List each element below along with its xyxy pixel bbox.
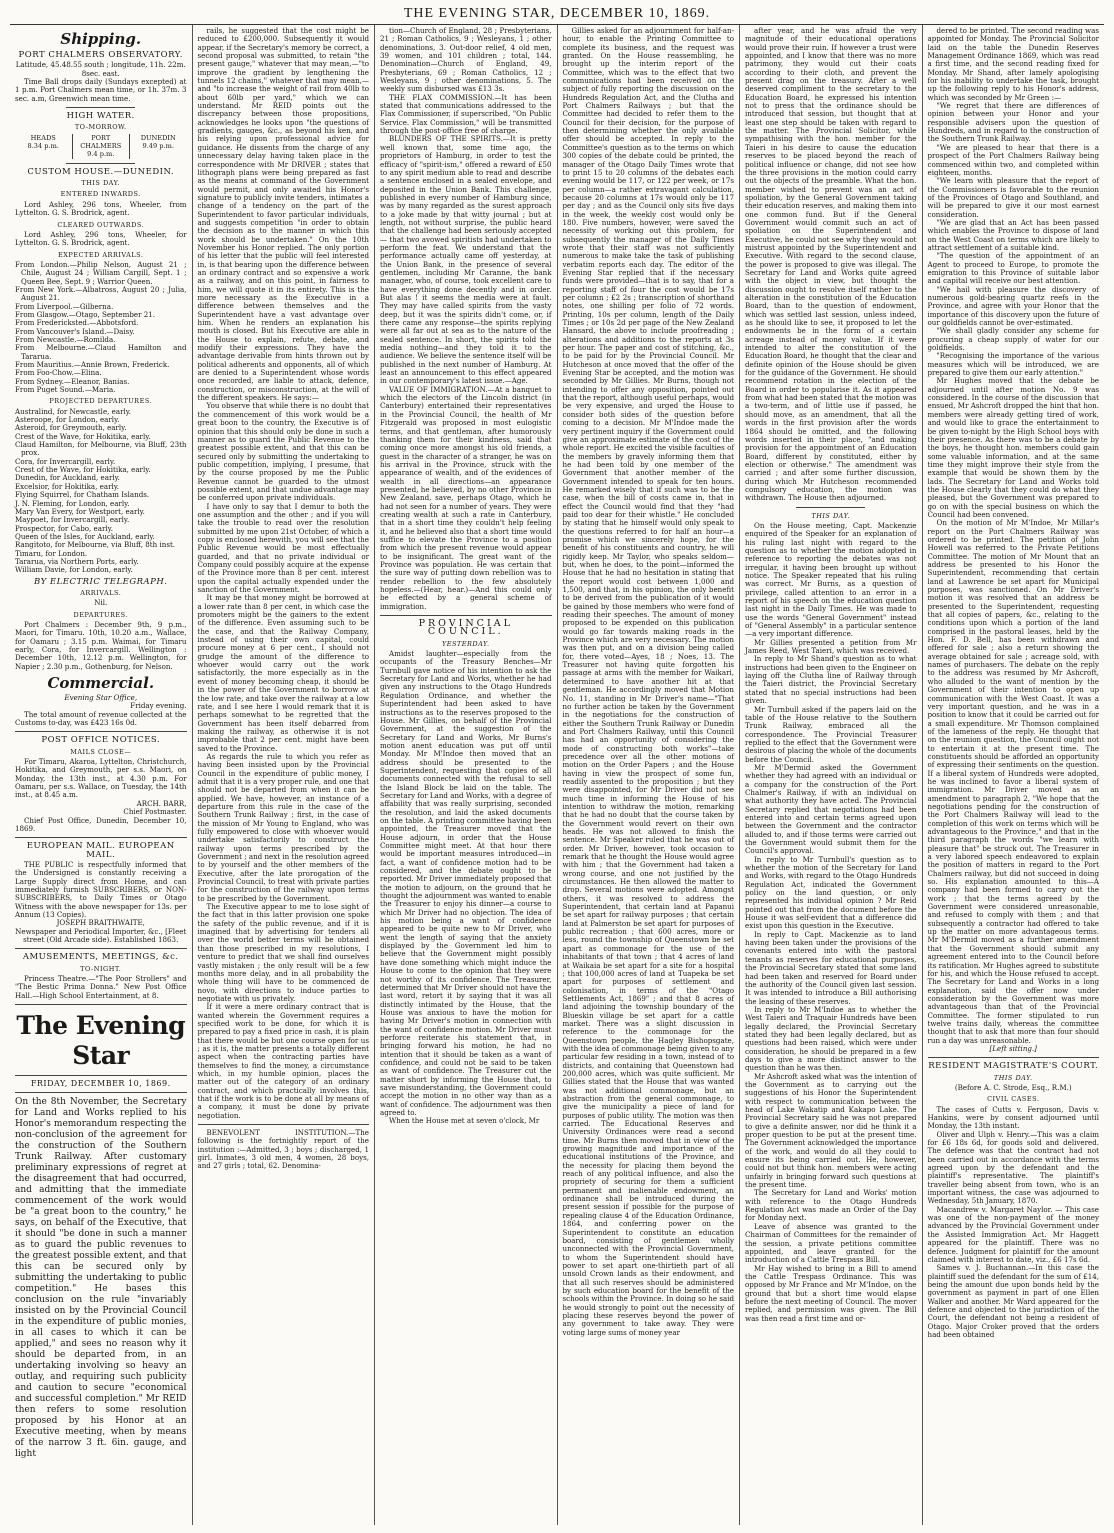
divider bbox=[928, 1057, 1100, 1058]
reply-quote: "We are glad that an Act has been passed which enables the Province to dispose of land on the West Coast on terms which are likely to attract settlement of a suitable kind. bbox=[927, 217, 1099, 252]
amusements-heading: AMUSEMENTS, MEETINGS, &c. bbox=[22, 952, 179, 963]
article-paragraph: Mr Ashcroft asked what was the intention of the Government as to carrying out the suggestions of his Honor the Superintendent with respect to communication between the head of Lake Wakatip and Kakapo Lake. The Provincial Secretary said he was not prepared to give a definite answer, nor did he think it a proper question to be put at the present time. The Government acknowledged the importance of the work, and would do all they could to ensure its being carried out. He, however, could not but think hon. members were acting unfairly in bringing forward such questions at the present time. bbox=[745, 1071, 917, 1190]
european-mail-signature: JOSEPH BRAITHWAITE, bbox=[56, 918, 145, 928]
telegraph-nil: Nil. bbox=[94, 598, 108, 608]
article-paragraph: Mr Hughes moved that the debate be adjourned until after motion No. 9 was considered. In the course of the discussion that ensued, Mr Ashcroft dropped the hint that hon. members were already getting tired of work, and would like to grace the entertainment to be given to-night by the High School boys with their presence. As there was to be a debate by the boys, he thought hon. members could gain some valuable information, and at the same time they might improve their style from the example that would be shown them by the lads. The Secretary for Land and Works told the House clearly that they could do what they pleased, but the Government was prepared to go on with the special business on which the Council had been convened. bbox=[927, 376, 1099, 519]
article-paragraph: Mr Gillies presented a petition from Mr James Reed, West Taieri, which was received. bbox=[745, 637, 917, 656]
column-3 bbox=[375, 25, 558, 1525]
court-case: Macandrew v. Margaret Naylor. — This case was one of the non-payment of the money advanced by the Provincial Government under the Assisted Immigration Act. Mr Haggett appeared for the plaintiff. There was no defence. Judgment for plaintiff for the amount claimed with interest to date, viz., £6 17s 6d. bbox=[927, 1204, 1099, 1264]
divider bbox=[66, 107, 135, 108]
telegraph-departures: DEPARTURES. bbox=[73, 610, 128, 619]
benevolent-institution-text: BENEVOLENT INSTITUTION.—The following is the fortnightly report of the institution :—Admitted, 3 ; boys ; discharged, 1 girl. Inmates, 3 old men, 4 women, 28 boys, and 27 girls ; total, 62. Denomina- bbox=[197, 1128, 369, 1171]
amusements-text: Princess Theatre.—"The Poor Strollers" and "The Bestic Prima Donna." New Post Office Hall.—High School Entertainment, at 8. bbox=[15, 974, 187, 1000]
list-item: From Newcastle.—Romilda. bbox=[15, 334, 116, 344]
highwater-heading: HIGH WATER. bbox=[66, 111, 135, 122]
list-item: Excelsior, for Hokitika, early. bbox=[15, 481, 120, 491]
commercial-heading: Commercial. bbox=[47, 674, 155, 693]
divider bbox=[15, 1092, 187, 1093]
article-paragraph: On the House meeting, Capt. Mackenzie enquired of the Speaker for an explanation of his ruling last night with regard to the question as to whether the motion adopted in reference to reporting the debates was not irregular, it having been brought up without notice. The Speaker repeated that his ruling was correct. Mr Burns, as a question of privilege, called attention to an error in a report of his speech on the education question last night in the Daily Times. He was made to use the words "General Government" instead of "General Assembly" in a particular sentence—a very important difference. bbox=[745, 520, 917, 639]
entered-text: Lord Ashley, 296 tons, Wheeler, from Lyttelton. G. S. Brodrick, agent. bbox=[15, 199, 187, 218]
reply-quote: "We are pleased to hear that there is a prospect of the Port Chalmers Railway being commenced within two, and completed within eighteen, months. bbox=[927, 142, 1099, 177]
tide-dunedin-time: 9.49 p.m. bbox=[142, 142, 174, 151]
list-item: From Sydney.—Eleanor, Banias. bbox=[15, 376, 130, 386]
leading-article-text: On the 8th November, the Secretary for Land and Works replied to his Honor's memorandum respecting the non-conclusion of the agreement for the construction of the Southern Trunk Railway. After customary preliminary expressions of regret at the disagreement that had occurred, and admitting that the immediate commencement of the work would be "a great boon to the country," he says, on behalf of the Executive, that it should "be done in such a manner as to guard the public revenues to the greatest possible extent, and that this can be secured only by submitting the undertaking to public competition." He bases this conclusion on the rule "invariably insisted on by the Provincial Council in the expenditure of public monies, in all cases to which it can be applied," and sees no reason why it should be departed from, in an undertaking involving so heavy an outlay, and requiring such publicity and caution to secure "economical and successful completion." Mr REID then refers to some resolution proposed by his Honor at an Executive meeting, when by means of the narrow 3 ft. 6in. gauge, and light bbox=[15, 1097, 187, 1460]
european-mail-text: THE PUBLIC is respectfully informed that the Undersigned is constantly receiving a Large Supply direct from Home, and can immediately furnish SUBSCRIBERS, or NON-SUBSCRIBERS, to Daily Times or Otago Witness with the above newspaper for 13s. per Annum (13 Copies). bbox=[15, 859, 187, 919]
civil-cases-heading: CIVIL CASES. bbox=[987, 1095, 1040, 1104]
commercial-office: Evening Star Office, bbox=[64, 693, 138, 703]
cleared-text: Lord Ashley, 296 tons, Wheeler, for Lyttelton. G. S. Brodrick, agent. bbox=[15, 229, 187, 248]
customs-heading: CUSTOM HOUSE.—DUNEDIN. bbox=[27, 166, 175, 177]
article-paragraph: The Executive appear to me to lose sight of the fact that in this latter provision one spoke the safety of the public revenue, and if it is imagined that by advertising for tenders all over the world better terms will be obtained than those prescribed in my resolutions, I venture to predict that we shall find ourselves vastly mistaken ; the only result will be a few months more delay, and in all probability the whole thing will have to be commenced de novo, with directions to induce parties to negotiate with us privately. bbox=[197, 902, 369, 1003]
court-day: THIS DAY. bbox=[993, 1073, 1033, 1082]
article-paragraph: In reply to Mr Turnbull's question as to whether the motion of the Secretary for Land and Works, with regard to the Otago Hundreds Regulation Act, indicated the Government policy on the land question, or only represented his individual opinion ? Mr Reid pointed out that from the document before the House it was self-evident that a difference did exist upon this question in the Executive. bbox=[745, 854, 917, 931]
reply-quote: "We shall gladly consider any scheme for procuring a cheap supply of water for our goldfields. bbox=[927, 326, 1099, 353]
list-item: J. N. Fleming, for London, early. bbox=[15, 498, 130, 508]
tide-dunedin-label: DUNEDIN bbox=[140, 133, 176, 142]
article-paragraph: It may be that money might be borrowed at a lower rate than 8 per cent, in which case the promoters might be the gainers to the extent of the difference. Even assuming such to be the case, and that the Railway Company, instead of using their own capital, could procure money at 6 per cent., I should not grudge the amount of the difference to whoever would carry out the work satisfactorily, the more especially as in the event of money becoming cheap, it should be in the power of the Government to borrow at the low rate, and take over the railway at a low rate, and I see here I would remark that it is perhaps somewhat to be regretted that the Government has been itself debarred from making the railway, as otherwise it is not improbable that 2 per cent. might have been saved to the Province. bbox=[197, 593, 369, 753]
left-sitting: [Left sitting.] bbox=[989, 1043, 1037, 1053]
customs-day: THIS DAY. bbox=[81, 179, 121, 188]
post-office-heading: POST OFFICE NOTICES. bbox=[41, 735, 161, 746]
article-paragraph: Mr Hay wished to bring in a Bill to amend the Cattle Trespass Ordinance. This was opposed by Mr France and Mr M'Indoe, on the ground that but a short time would elapse before the next meeting of Council. The mover replied, and permission was given. The Bill was then read a first time and or- bbox=[745, 1263, 917, 1323]
list-item: From Melbourne.—Claud Hamilton and Tararua. bbox=[15, 343, 187, 361]
list-item: Dunedin, for Auckland, early. bbox=[15, 473, 120, 483]
divider bbox=[66, 163, 135, 164]
this-day-heading: THIS DAY. bbox=[811, 511, 851, 520]
tide-dunedin bbox=[130, 134, 187, 159]
divider bbox=[198, 1124, 370, 1125]
tide-port-label: PORT CHALMERS bbox=[80, 133, 122, 151]
article-paragraph: In reply to Capt. Mackenzie as to land having been taken under the provisions of the covenants entered into with the pastoral tenants as reserves for educational purposes, the Provincial Secretary stated that some land had been taken and reserved for Board under the authority of the Council given last session. It was intended to introduce a Bill authorising the leasing of these reserves. bbox=[745, 929, 917, 1006]
flax-commission-text: THE FLAX COMMISSION.—It has been stated that communications addressed to the Flax Commissioner, if superscribed, "On Public Service. Flax Commission," will be transmitted through the post-office free of charge. bbox=[380, 92, 552, 136]
tide-table bbox=[15, 134, 187, 159]
list-item: Asteroope, for London, early. bbox=[15, 415, 120, 425]
divider bbox=[15, 1004, 187, 1005]
list-item: Queen of the Isles, for Auckland, early. bbox=[15, 531, 155, 541]
court-case: The cases of Cutts v. Ferguson, Davis v. Hankins, were by consent adjourned until Monday, the 13th instant. bbox=[927, 1104, 1099, 1131]
list-item: Crest of the Wave, for Hokitika, early. bbox=[15, 431, 151, 441]
list-item: From Foo-Chow.—Elina. bbox=[15, 368, 102, 378]
court-before: (Before A. C. Strode, Esq., R.M.) bbox=[954, 1082, 1072, 1092]
masthead: THE EVENING STAR, DECEMBER 10, 1869. bbox=[403, 6, 711, 21]
list-item: Crest of the Wave, for Hokitika, early. bbox=[15, 465, 151, 475]
commercial-text: The total amount of revenue collected at the Customs to-day, was £423 16s 0d. bbox=[15, 709, 187, 728]
tonight-label: TO-NIGHT. bbox=[80, 964, 122, 973]
cleared-heading: CLEARED OUTWARDS. bbox=[57, 220, 145, 229]
reply-quote: "We regret that there are differences of opinion between your Honor and your responsible advisers upon the question of Hundreds, and in regard to the construction of the Southern Trunk Railway. bbox=[927, 101, 1099, 144]
arrivals-list bbox=[15, 261, 187, 395]
observatory-heading: PORT CHALMERS OBSERVATORY. bbox=[18, 50, 183, 60]
article-paragraph: Leave of absence was granted to the Chairman of Committees for the remainder of the session, a private petitions committee appointed, and leave granted for the introduction of a Cattle Trespass Bill. bbox=[745, 1221, 917, 1265]
commercial-friday: Friday evening. bbox=[130, 701, 187, 711]
article-paragraph: Mr Turnbull asked if the papers laid on the table of the House relative to the Southern Trunk Railway, embraced all the correspondence. The Provincial Treasurer replied to the effect that the Government were desirous of placing the whole of the documents before the Council. bbox=[745, 704, 917, 764]
reply-quote: "The question of the appointment of an Agent to proceed to Europe, to promote the emigration to this Province of suitable labor and capital will receive our best attention. bbox=[927, 251, 1099, 286]
shipping-heading: Shipping. bbox=[60, 30, 142, 48]
list-item: Asteroid, for Greymouth, early. bbox=[15, 423, 127, 433]
telegraph-arrivals: ARRIVALS. bbox=[80, 588, 122, 597]
tide-heads-time: 8.34 p.m. bbox=[27, 142, 59, 151]
column-4 bbox=[558, 25, 741, 1525]
article-paragraph: In reply to Mr Shand's question as to what instructions had been given to the Engineer on laying off the Clutha line of Railway through the Taieri district, the Provincial Secretary stated that no special instructions had been given. bbox=[745, 654, 917, 706]
court-heading: RESIDENT MAGISTRATE'S COURT. bbox=[928, 1061, 1099, 1072]
tide-heads bbox=[15, 134, 73, 159]
list-item: Claud Hamilton, for Melbourne, via Bluff, 23th prox. bbox=[15, 440, 187, 458]
column-1 bbox=[10, 25, 193, 1525]
article-paragraph: Mr M'Dermid asked the Government whether they had agreed with an individual or a company for the construction of the Port Chalmer's Railway, if with an individual on what authority they have acted. The Provincial Secretary replied that negotiations had been entered into and certain terms agreed upon between the Government and the contractor alluded to, and if those terms were carried out the Government would submit them for the Council's approval. bbox=[745, 762, 917, 856]
reply-quote: "We learn with pleasure that the report of the Commissioners is favorable to the reunion of the Provinces of Otago and Southland, and will be prepared to give it our most earnest consideration. bbox=[927, 176, 1099, 219]
list-item: From Vancouver's Island.—Daisy. bbox=[15, 326, 135, 336]
newspaper-title: The Evening Star bbox=[16, 1011, 186, 1071]
court-case: Oliver and Ulph v. Henry.—This was a claim for £6 18s 6d, for goods sold and delivered. The defence was that the contract had not been carried out in accordance with the terms agreed upon by the defendant and the plaintiff's representative. The plaintiff's traveller being absent from town, who is an important witness, the case was adjourned to Wednesday, 5th January, 1870. bbox=[927, 1129, 1099, 1206]
immigration-text: VALUE OF IMMIGRATION.—At a banquet to which the electors of the Lincoln district (in Canterbury) entertained their representatives in the Provincial Council, the health of Mr Fitzgerald was proposed in most eulogistic terms, and that gentleman, after humorously thanking them for their kindness, said that coming once more amongst his old friends, a guest in the character of a stranger, he was on his arrival in the Province, struck with the appearance of wealth, and of the evidences of wealth in all directions—an appearance presented, he believed, by no other Province in New Zealand, save, perhaps Otago, which he had not seen for a number of years. They were creating wealth at such a rate in Canterbury, that in a short time they couldn't help feeling it, and he believed also that a short time would suffice to elevate the Province to a position from which the present revenue would appear to be insignificant. The great want of the Province was population. He was certain that the sure way of putting down rebellion was to render rebellion to the few absolutely hopeless.—(Hear, hear.)—And this could only be effected by a general scheme of immigration. bbox=[380, 384, 552, 611]
article-paragraph: You observe that while there is no doubt that the commencement of this work would be a great boon to the country, the Executive is of opinion that this should only be done in such a manner as to guard the Public Revenue to the greatest possible extent, and that this can be secured only by submitting the undertaking to public competition, implying, I presume, that by the course proposed by me the Public Revenue cannot be guarded to the utmost possible extent, and that undue advantage may be conferred upon private individuals. bbox=[197, 401, 369, 503]
tide-heads-label: HEADS bbox=[30, 133, 56, 142]
divider bbox=[380, 615, 552, 616]
list-item: Cora, for Invercargill, early. bbox=[15, 456, 116, 466]
article-paragraph: tion—Church of England, 28 ; Presbyterians, 21 ; Roman Catholics, 9 ; Wesleyans, 1 ; other denominations, 3. Out-door relief, 4 old men, 39 women, and 101 children ; total, 144. Denomination—Church of England, 49, Presbyterians, 69 ; Roman Catholics, 12 ; Wesleyans, 9 ; other denominations, 5. The weekly sum disbursed was £13 3s. bbox=[380, 26, 552, 94]
spirits-text: BLUNDERS OF THE SPIRITS.—It is pretty well known that, some time ago, the proprietors of Hamburg, in order to test the efficacy of "spirit-ism," offered a reward of £50 to any spirit medium able to read and describe a sentence enclosed in a sealed envelope, and deposited in the Union Bank. This challenge, published in every number of Hamburg since, was by many regarded as the surest approach to a joke made by that witty journal ; but at length, not without surprise, the public heard that the challenge had been seriously accepted — that two avowed spiritists had undertaken to perform the feat. We understand that the performance actually came off yesterday, at the Union Bank, in the presence of several gentlemen, including Mr Caranne, the bank manager, who, of course, took excellent care to have everything done decently and in order. But alas ! it seems the media were at fault. They may have called spirits from the vasty deep, but it was the spirits didn't come, or, if there came any response—the spirits replying were all far out at sea as to the nature of the sealed sentence. In short, the spirits told the media nothing—and they told it to the audience. We believe the sentence itself will be published in the next number of Hamburg. At least an announcement to this effect appeared in our contemporary's latest issue.—Age. bbox=[380, 134, 552, 386]
post-signature-title: Chief Postmaster. bbox=[123, 807, 187, 817]
departures-list bbox=[15, 408, 187, 575]
list-item: Prospector, for Cabo, early. bbox=[15, 523, 113, 533]
provincial-council-heading: PROVINCIAL COUNCIL. bbox=[418, 618, 513, 638]
article-paragraph: I have only to say that I demur to both the one assumption and the other ; and if you will take the trouble to read over the resolution submitted by me upon 21st October, of which a copy is enclosed herewith, you will see that the Public Revenue would be most effectually guarded, and that no private individual or Company could possibly acquire at the expense of the Province more than 8 per cent. interest upon the capital actually expended under the sanction of the Government. bbox=[197, 501, 369, 595]
list-item: Tararua, via Northern Ports, early. bbox=[15, 556, 139, 566]
list-item: Flying Squirrel, for Chatham Islands. bbox=[15, 490, 150, 500]
council-text: Amidst laughter—especially from the occupants of the Treasury Benches—Mr Turnbull gave notice of his intention to ask the Secretary for Land and Works, whether he had given any instructions to the Otago Hundreds Regulation Ordinance, and whether the Superintendent had been asked to have instructions as to the reserves proposed to the House. Mr Gillies, on behalf of the Provincial Government, at the suggestion of the Secretary for Land and Works, Mr Burns's motion anent education was put off until Monday. Mr M'Indoe then moved that an address should be presented to the Superintendent, requesting that copies of all documents connected with the refusal to sell the Island Block be laid on the table. The Secretary for Land and Works, with a degree of affability that was really surprising, seconded the resolution, and laid the asked documents on the table. A printing committee having been appointed, the Treasurer moved that the House adjourn, in order that the House Committee might meet. At that hour there would be important measures introduced—in fact, a want of confidence motion had to be considered, and the debate ought to be reported. Mr Driver immediately proposed that the motion to adjourn, on the ground that he thought the adjournment was wanted to enable the Treasurer to enjoy his dinner—a course to which Mr Driver had no objection. The idea of his motion being a want of confidence appeared to be quite new to Mr Driver, who went the length of saying that the anxiety displayed by the Government led him to believe that the Government might possibly have done something which might induce the House to come to the opinion that they were not worthy of its confidence. The Treasurer, determined that Mr Driver should not have the last word, retort it by saying that it was all distinctly intimated by the House, that the House was anxious to have the motion for having Mr Driver's motion in connection with the want of confidence motion. Mr Driver must perforce reiterate his statement that, in bringing forward his motion, he had no intention that it should be taken as a want of confidence, and could not be said to be taken as want of confidence. The Treasurer cut the matter short by informing the House that, to save misunderstanding, the Government could accept the motion in no other way than as a want of confidence. The adjournment was then agreed to. bbox=[380, 649, 552, 1117]
divider bbox=[15, 948, 187, 949]
tomorrow-label: TO-MORROW. bbox=[74, 123, 127, 132]
article-paragraph: If it were a mere ordinary contract that is wanted wherein the Government requires a specified work to be done, for which it is prepared to pay a fixed price in cash, it is plain that there would be but one course open for us ; as it is, the matter presents a totally different aspect when the contracting parties have themselves to find the money, a circumstance which, in my humble opinion, places the matter out of the category of an ordinary contract, and which practically involves this, that if the work is to be done at all by means of a company, it must be done by private negotiation. bbox=[197, 1002, 369, 1120]
divider bbox=[15, 731, 187, 732]
list-item: From Puget Sound.—Maria. bbox=[15, 385, 116, 395]
post-text: For Timaru, Akaroa, Lyttelton, Christchurch, Hokitika, and Greymouth, per s.s. Maori, on Monday, the 13th inst., at 4.30 p.m. For Oamaru, per s.s. Wallace, on Tuesday, the 14th inst., at 8.45 a.m. bbox=[15, 757, 187, 800]
leading-article bbox=[15, 1097, 187, 1460]
european-mail-signature-line: Newspaper and Periodical Importer, &c., [Fleet street (Old Arcade side). Established 1863. bbox=[15, 926, 187, 944]
entered-heading: ENTERED INWARDS. bbox=[60, 190, 141, 199]
list-item: Maypoet, for Invercargill, early. bbox=[15, 515, 130, 525]
list-item: From Liverpool.—Gilberna. bbox=[15, 301, 114, 311]
columns bbox=[10, 25, 1104, 1525]
list-item: William Davie, for London, early. bbox=[15, 565, 133, 575]
post-signature: ARCH. BARR, bbox=[136, 798, 187, 808]
observatory-text: Latitude, 45.48.55 south ; longitude, 11h. 22m. 8sec. east. bbox=[15, 60, 186, 78]
expected-arrivals-heading: EXPECTED ARRIVALS. bbox=[58, 250, 144, 259]
reply-quote: "We hail with pleasure the discovery of numerous gold-bearing quartz reefs in the Province, and agree with your Honor that the importance of this discovery upon the future of our goldfields cannot be over-estimated. bbox=[927, 284, 1099, 328]
list-item: From Glasgow.—Otago, September 21. bbox=[15, 309, 156, 319]
article-paragraph: after year, and he was afraid the very magnitude of their educational operations would prove their ruin. If however a trust were appointed, and I know that there was no more patrimony, they would cut their coats according to their cloth, and prevent the present drag on the treasury. After a well deserved compliment to the secretary to the Education Board, he expressed his intention not to press that the ordinance should be introduced that session, but thought that at least one step should be taken with regard to the matter. The Provincial Solicitor, while sympathising with the hon. member for the Taieri in his desire to cause the education reserves to be placed beyond the reach of political influence or change, did not see how the three provisions in the motion could carry out the objects of the preamble. What the hon. member wished to prevent was an act of spoliation, by the General Government taking their education reserves, and making them into one common fund. But if the General Government would commit such an act of spoliation on the Superintendent and Executive, he could not see why they would not mistrust appointed by the Superintendent and Executive. With regard to the second clause, the power is proposed to give was illegal. The Secretary for Land and Works quite agreed with the object in view, but thought the discussion ought to resolve itself rather to the alteration in the constitution of the Education Board, than to the question of endowment, which was settled last session, unless indeed, as he should like to see, it proposed to let the endowments be in the form of a certain acreage instead of money value. If it were intended to alter the constitution of the Education Board, he thought that the clear and definite opinion of the House should be given for the guidance of the Government. He should recommend rotation in the election of the Board in order to popularise it. As it appeared from what had been stated that the motion was a two-term, and of little use if passed, he should move, as an amendment, that all the words in the first provision after the words 1864 should be omitted, and the following words inserted in their place, "and making provision for the appointment of an Education Board, different by constituted, either by election or otherwise." The amendment was carried ; and after some further discussion, during which Mr Hutcheson recommended compulsory education, the motion was withdrawn. The House then adjourned. bbox=[745, 26, 917, 503]
tide-port-time: 9.4 p.m. bbox=[87, 150, 115, 159]
reply-quote: "Recognising the importance of the various measures which will be introduced, we are prepared to give them our early attention." bbox=[927, 351, 1099, 378]
list-item: From New York.—Albatross, August 20 ; Julia, August 21. bbox=[15, 284, 187, 303]
list-item: Mary Van Every, for Westport, early. bbox=[15, 506, 145, 516]
dateline: FRIDAY, DECEMBER 10, 1869. bbox=[30, 1079, 171, 1089]
mails-close: MAILS CLOSE— bbox=[70, 747, 132, 756]
article-paragraph: On the motion of Mr M'Indoe, Mr Millar's report on the Port Chalmers Railway was ordered to be printed. The petition of John Howell was referred to the Private Petitions Committee. The motion of Mr Mount that an address be presented to his Honor the Superintendent, recommending that certain land at Lawrence be set apart for Municipal purposes, was sanctioned. On Mr Driver's motion it was resolved that an address be presented to the Superintendent, requesting that all copies of papers, &c., relating to the conditions upon which a portion of the land comprised in the pastoral leases, held by the Hon. F. D. Bell, has been withdrawn and offered for sale ; also a return showing the average obtained for sale ; acreage sold, with names of purchasers. The debate on the reply to the address was resumed by Mr Ashcroft, who alluded to the want of mention by the Government of their intention to open up communication with the West Coast. It was a very important question, and he was in a position to know that it could be carried out for a small expenditure. Mr Thomson complained of the lameness of the reply. He thought that on the reunion question, the Council ought not to entertain it at the present time. The constituents should be afforded an opportunity of expressing their sentiments on the question. If a liberal system of Hundreds were adopted, he was inclined to favor a liberal system of immigration. Mr Driver moved as an amendment to paragraph 2, "We hope that the negotiations pending for the construction of the Port Chalmers Railway will lead to the completion of this work on terms which will be advantageous to the Province," and that in the third paragraph the words "we learn with pleasure that" be struck out. The Treasurer in a very labored speech endeavored to explain the position of matters in regard to the Port Chalmers railway, but did not succeed in doing so. His explanation amounted to this—A company had been formed to carry out the work ; that the terms agreed by the Government were considered unreasonable, and refused to comply with them ; and that subsequently a contractor had offered to take up the matter on more advantageous terms. Mr M'Dermid moved as a further amendment that the Government should submit any agreement entered into to the Council before its ratification. Mr Hughes agreed to substitute for his, and which the House refused to accept. The Secretary for Land and Works in a long explanation, said the offer now under consideration by the Government was more advantageous than that of the Provincial Committee. The former stipulated to run twelve trains daily, whereas the committee thought that to ask that more than four should run a day was unreasonable. bbox=[927, 518, 1099, 1045]
article-paragraph: dered to be printed. The second reading was appointed for Monday. The Provincial Solicitor laid on the table the Dunedin Reserves Management Ordinance 1869, which was read a first time, and the second reading fixed for Monday. Mr Shand, after lamely apologising for his inability to undertake the task, brought up the following reply to his Honor's address, which was seconded by Mr Green :— bbox=[927, 26, 1099, 102]
divider bbox=[15, 837, 187, 838]
tide-port bbox=[73, 134, 131, 159]
court-case: Sames v. J. Buchannan.—In this case the plaintiff sued the defendant for the sum of £14, being the amount due upon bonds held by the government as payment in part of one Ellen Walker and another. Mr Ward appeared for the defence and objected to the jurisdiction of the Court, the defendant not being a resident of Otago. Major Croker proved that the orders had been obtained bbox=[927, 1263, 1099, 1339]
european-mail-heading: EUROPEAN MAIL. EUROPEAN MAIL. bbox=[26, 841, 175, 860]
list-item: From Fredericksted.—Abbotsford. bbox=[15, 318, 139, 328]
yesterday-label: YESTERDAY. bbox=[441, 639, 490, 648]
projected-departures-heading: PROJECTED DEPARTURES. bbox=[49, 397, 153, 406]
council-text-end: When the House met at seven o'clock, Mr bbox=[389, 1116, 540, 1126]
list-item: From Mauritius.—Annie Brown, Frederick. bbox=[15, 360, 170, 369]
list-item: From London.—Philip Nelson, August 21 ; Chile, August 24 ; William Cargill, Sept. 1 ; Queen Bee, Sept. 9 ; Warrior Queen. bbox=[15, 259, 187, 286]
article-paragraph: The Secretary for Land and Works' motion with reference to the Otago Hundreds Regulation Act was made an Order of the Day for Monday next. bbox=[745, 1188, 917, 1223]
divider bbox=[15, 1075, 187, 1076]
post-signature-place: Chief Post Office, Dunedin, December 10, 1869. bbox=[15, 815, 187, 833]
list-item: Rangitoto, for Melbourne, via Bluff, 8th inst. bbox=[15, 540, 176, 550]
list-item: Australind, for Newcastle, early. bbox=[15, 406, 132, 416]
article-paragraph: In reply to Mr M'Indoe as to whether the West Taieri and Traquair Hundreds have been legally declared, the Provincial Secretary stated they had been legally declared, but as questions had been raised, which were under consideration, he should be prepared in a few days to give a more distinct answer to the question than he was then. bbox=[745, 1004, 917, 1073]
timeball-text: Time Ball drops daily (Sundays excepted) at 1 p.m. Port Chalmers mean time, or 1h. 37m. 3 sec. a.m, Greenwich mean time. bbox=[15, 77, 187, 103]
column-5 bbox=[740, 25, 923, 1525]
divider bbox=[796, 507, 865, 508]
article-paragraph: Gillies asked for an adjournment for half-an-hour, to enable the Printing Committee to complete its business, and the request was granted. On the House reassembling, he brought up the interim report of the Committee, which was to the effect that two communications had been received on the subject of fully reporting the discussion on the Hundreds Regulation Act, and the Clutha and Port Chalmers Railways ; but that the Committee had decided to refer them to the Council for their decision, for the purpose of then determining whether the only available offer should be accepted. In reply to the Committee's question as to the terms on which 300 copies of the debate could be printed, the manager of the Otago Daily Times wrote that to print 15 to 20 columns of the debates each evening would be 117, or 122 per week, or 17s per column—a rather extravagant calculation, because 20 columns at 17s would only be 117 per day ; and as the Council only sits five days in the week, the weekly cost would only be 180. Five numbers, however, were saved the necessity of working out this problem, for subsequently the manager of the Daily Times wrote that their staff was not sufficiently numerous to make take the task of publishing verbatim reports each day. The editor of the Evening Star replied that if the necessary funds were provided—that is to say, that for a reporting staff of four the cost would be 17s per column ; £2 2s ; transcription of shorthand notes, one shilling per folio of 72 words. Printing, 10s per column, length of the Daily Times ; or 10s 2d per page of the New Zealand Hansard, the above to include proofreading ; alterations and additions to the reports at 3s per hour. The paper and cost of stitching, &c., to be paid for by the Provincial Council. Mr Hutcheson at once moved that the offer of the Evening Star be accepted, and the motion was seconded by Mr Gillies. Mr Burns, though not intending to offer any opposition, pointed out that the report, although useful perhaps, would be very expensive, and urged the House to consider both sides of the question before coming to a decision. Mr M'Indoe made the very pertinent inquiry if the Government could give an approximate estimate of the cost of the whole report. He excited the visible faculties of the members by gravely informing them that he had been told by one member of the Government that another member of the Government intended to speak for ten hours. He remarked wisely that if such was to be the case, when the bill of costs came in, that in effect the Council would find that they "had paid too dear for their whistle." He concluded by stating that he himself would only speak to the questions referred to for half an hour—a promise which we sincerely hope, for the benefit of his constituents and country, he will rigidly keep. Mr Taylor, who speaks seldom—but, when he does, to the point—informed the House that he had no hesitation in stating that the report would cost between 1,000 and 1,500, and that, in his opinion, the only benefit to be derived from the publication of it would be gained by those members who were fond of reading their speeches. The amount of money proposed to be expended on this publication would go far towards making roads in the Province which are very necessary. The motion was then put, and on a division being called for, there voted—Ayes, 18 ; Noes, 13. The Treasurer not having quite forgotten his passage at arms with the member for Waikari, determined to have another hit at that gentleman. He accordingly moved that Motion No. 11, standing in Mr Driver's name—"That no further action be taken by the Government in the negotiations for the construction of either the Southern Trunk Railway or Dunedin and Port Chalmers Railway, until this Council has had an opportunity of considering the mode of constructing both works"—take precedence over all the other motions of motion on the Order Papers ; and the House having in view the prospect of some fun, readily assented to the proposition ; but they were disappointed, for Mr Driver did not see much time in informing the House of his intention to withdraw the motion, remarking that he had no doubt that the course taken by the Government would revert on their own heads. He was not allowed to finish the sentence. Mr Speaker ruled that he was out of order. Mr Driver, however, took occasion to remark that he thought the House would agree with him ; that the Government had taken a wrong course, and one not justified by the circumstances. He then allowed the matter to drop. Several motions were adopted. Amongst others, it was resolved to address the Superintendent, that certain land at Papanui be set apart for railway purposes ; that certain land at Palmerston be set apart for purposes of public recreation ; that 600 acres, more or less, round the township of Queenstown be set apart as commonage for the use of the inhabitants of that town ; that 4 acres of land at Waikaia be set apart for a site for a hospital ; that 100,000 acres of land at Tuapeka be set apart for purposes of settlement and colonisation, in terms of the "Otago Settlements Act, 1869" ; and that 8 acres of land adjoining the township boundary of the Blueskin village be set apart for a cattle market. There was a slight discussion in reference to the commonage for the Queenstown people, the Hagley Bishopsgate, with the idea of commonage being given to any particular few residing in a town, instead of to districts, and containing that Queenstown had 200,000 acres, which was quite sufficient. Mr Gillies stated that the House that was wanted was not additional commonage, but an abstraction from the general commonage, to give the municipality a piece of land for purposes of public utility. The motion was then carried. The Educational Reserves and University Ordinances were read a second time. Mr Burns then moved that in view of the growing magnitude and importance of the educational institutions of the Province, and the necessity for placing them beyond the reach of any political influence, and also the propriety of securing for them a sufficient permanent and inalienable endowment, an ordinance shall be introduced during the present session if possible for the purpose of repealing clause 4 of the Education Ordinance, 1864, and conferring power on the Superintendent to constitute an education board, consisting of gentlemen wholly unconnected with the Provincial Government, to whom the Superintendent should have power to set apart one-thirtieth part of all unsold Crown lands as their endowment, and that all such reserves should be administered by such education board for the benefit of the schools within the Province. In doing so he said he would strongly to point out the necessity of placing these reserves beyond the power of any government to take away. They were voting large sums of money year bbox=[562, 26, 735, 1337]
article-paragraph: rails, he suggested that the cost might be reduced to £200,000. Subsequently it would appear, if the Secretary's memory be correct, a second proposal was submitted, to retain "the present gauge," whatever that may mean,—"to improve the gradient by lengthening the tunnels 12 chains," whatever that may mean,—and "to increase the weight of rail from 40lb to about 60lb per yard," which we can understand. Mr REID points out the discrepancy between those propositions, acknowledges he looks upon "the questions of gradients, gauges, &c., as beyond his ken, and his relying upon professional advice for guidance. He dissents from the charge of any unnecessary delay having taken place in the correspondence with Mr DRIVER ; states that lithograph plans were being prepared as fast as the means at command of the Government would permit, and only awaited his Honor's signature to publicly invite tenders, intimates a change of a tendency on the part of the Superintendent to favor particular individuals, and suggests competition "in order to obtain the decision as to the manner in which this work should be undertaken." On the 10th November his Honor replied. The only portion of his letter that the public will feel interested in, is that bearing upon the difference between an ordinary contract and so expensive a work as a railway, and on this point, in fairness to him, we will quote it in its entirety. This is the more necessary as the Executive in a difference between themselves and the Superintendent have a vast advantage over him. When he renders an explanation his mouth is closed. But his Executive are able in the House to explain, refute, debate, and modify their expressions. They have the advantage derivable from hints thrown out by political adherents and opponents, all of which are denied to a Superintendent whose words once recorded, are liable to attack, defence, construction, or misconstruction, at the will of the different speakers. He says:— bbox=[197, 26, 369, 403]
column-6 bbox=[923, 25, 1105, 1525]
column-2 bbox=[193, 25, 376, 1525]
article-paragraph: As regards the rule to which you refer as having been insisted upon by the Provincial Council in the expenditure of public money, I admit that it is a very proper rule, and one that should not be departed from when it can be applied. We have, however, an instance of a departure from this rule in the case of the Southern Trunk Railway ; first, in the case of the mission of Mr Young to England, who was fully empowered to close with whoever would undertake satisfactorily to construct the railway upon terms prescribed by the Government ; and next in the resolution agreed to by yourself and the other members of the Executive, after the late prorogation of the Provincial Council, to treat with private parties for the construction of the railway upon terms to be prescribed by the Government. bbox=[197, 751, 369, 903]
list-item: Timaru, for London. bbox=[15, 548, 88, 558]
telegraph-heading: BY ELECTRIC TELEGRAPH. bbox=[34, 576, 168, 587]
telegraph-text: Port Chalmers : December 9th, 9 p.m., Maori, for Timaru. 10th, 10.20 a.m., Wallace, for Oamaru ; 3.15 p.m. Waimai, for Timaru early, Cora, for Invercargill. Wellington : December 10th, 12.12 p.m. Wellington, for Napier ; 2.30 p.m., Gothenburg, for Nelson. bbox=[15, 619, 187, 671]
